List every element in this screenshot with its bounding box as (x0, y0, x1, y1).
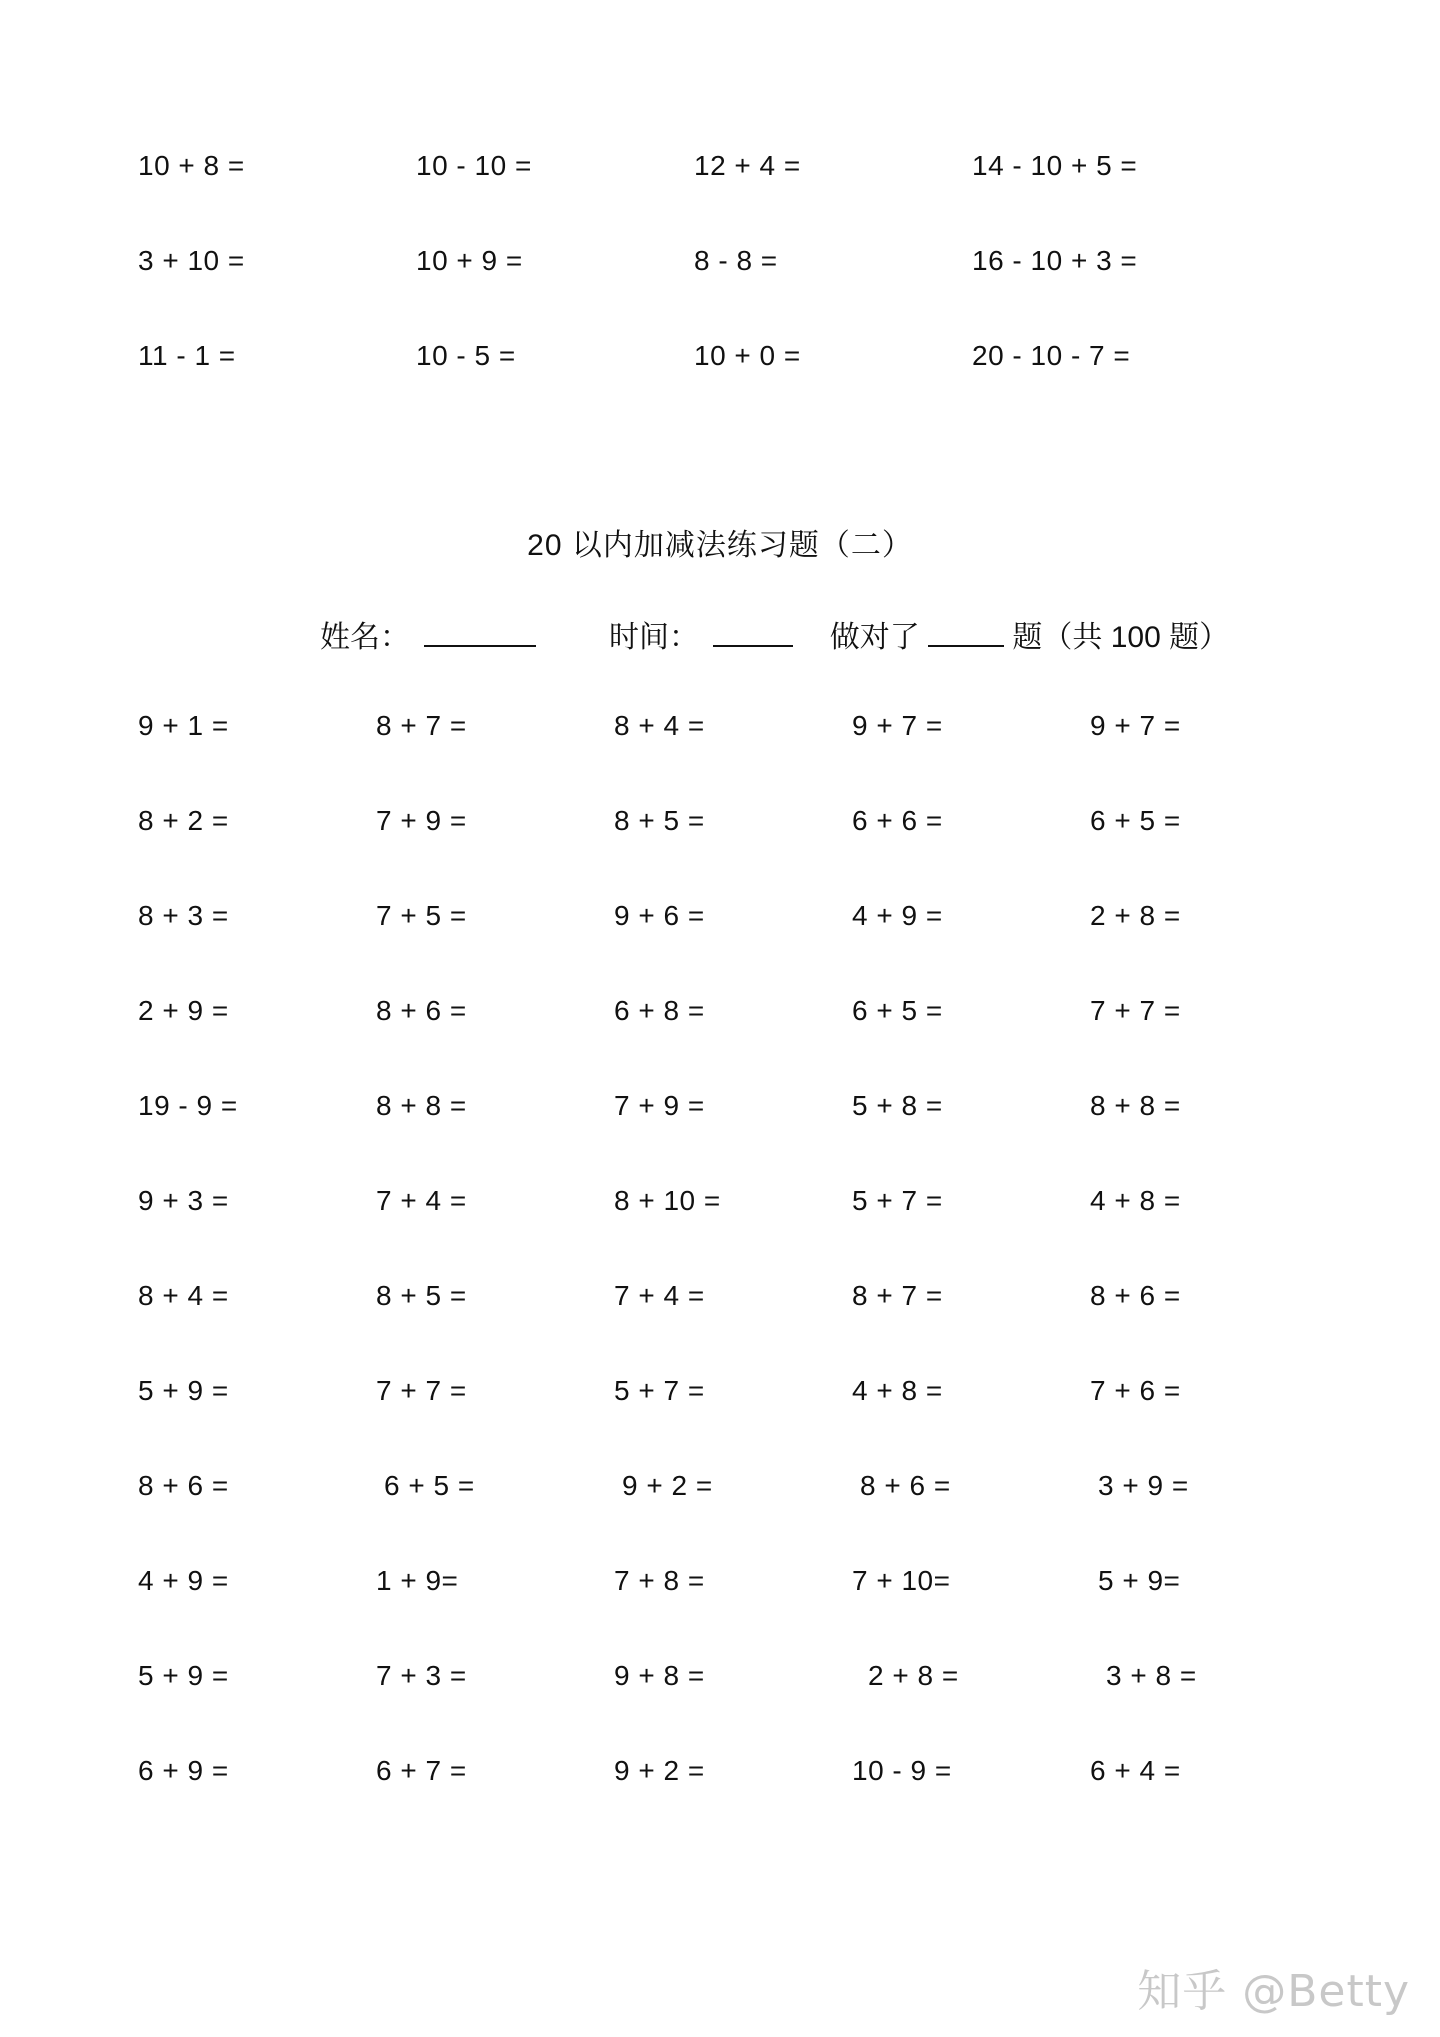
problem: 5 + 7 = (614, 1375, 705, 1406)
name-blank[interactable] (424, 619, 536, 647)
problem: 8 + 5 = (614, 805, 705, 836)
problem: 1 + 9= (376, 1565, 459, 1596)
correct-count-blank[interactable] (928, 619, 1004, 647)
problem: 8 - 8 = (694, 245, 778, 276)
problem: 16 - 10 + 3 = (972, 245, 1138, 276)
problem: 7 + 10= (852, 1565, 951, 1596)
problem: 9 + 2 = (614, 1755, 705, 1786)
problem: 9 + 7 = (852, 710, 943, 741)
problem: 12 + 4 = (694, 150, 801, 181)
problem: 4 + 8 = (852, 1375, 943, 1406)
problem: 6 + 5 = (1090, 805, 1181, 836)
problem: 9 + 1 = (138, 710, 229, 741)
problem: 9 + 7 = (1090, 710, 1181, 741)
problem: 10 + 9 = (416, 245, 523, 276)
problem: 8 + 3 = (138, 900, 229, 931)
problem: 6 + 8 = (614, 995, 705, 1026)
total-label: 题（共 100 题） (1012, 621, 1230, 654)
problem: 8 + 8 = (1090, 1090, 1181, 1121)
time-label: 时间： (609, 621, 700, 654)
problem: 6 + 7 = (376, 1755, 467, 1786)
problem: 3 + 9 = (1098, 1470, 1189, 1501)
problem: 7 + 7 = (376, 1375, 467, 1406)
problem: 8 + 7 = (376, 710, 467, 741)
problem: 3 + 8 = (1106, 1660, 1197, 1691)
problem: 9 + 3 = (138, 1185, 229, 1216)
problem: 7 + 4 = (376, 1185, 467, 1216)
problem: 5 + 9= (1098, 1565, 1181, 1596)
problem: 5 + 9 = (138, 1660, 229, 1691)
problem: 2 + 9 = (138, 995, 229, 1026)
problem: 8 + 5 = (376, 1280, 467, 1311)
time-blank[interactable] (713, 619, 793, 647)
problem: 10 - 9 = (852, 1755, 952, 1786)
problem: 10 - 10 = (416, 150, 532, 181)
problem: 7 + 9 = (614, 1090, 705, 1121)
problem: 7 + 6 = (1090, 1375, 1181, 1406)
watermark: 知乎 @Betty (1137, 1966, 1410, 2017)
problem: 8 + 6 = (138, 1470, 229, 1501)
problem: 4 + 9 = (138, 1565, 229, 1596)
problem: 10 + 8 = (138, 150, 245, 181)
name-label: 姓名： (320, 621, 410, 654)
problem: 14 - 10 + 5 = (972, 150, 1138, 181)
problem: 2 + 8 = (1090, 900, 1181, 931)
student-info-line (320, 612, 1229, 656)
problem: 6 + 4 = (1090, 1755, 1181, 1786)
problem: 6 + 5 = (384, 1470, 475, 1501)
problem: 4 + 8 = (1090, 1185, 1181, 1216)
problem: 11 - 1 = (138, 340, 236, 371)
problem: 6 + 9 = (138, 1755, 229, 1786)
problem: 7 + 4 = (614, 1280, 705, 1311)
problem: 8 + 8 = (376, 1090, 467, 1121)
problem: 3 + 10 = (138, 245, 245, 276)
problem: 6 + 6 = (852, 805, 943, 836)
problem: 10 + 0 = (694, 340, 801, 371)
problem: 4 + 9 = (852, 900, 943, 931)
problem: 8 + 4 = (138, 1280, 229, 1311)
worksheet-title: 20 以内加减法练习题（二） (527, 529, 913, 562)
problem: 7 + 9 = (376, 805, 467, 836)
problem: 8 + 6 = (376, 995, 467, 1026)
problem: 7 + 5 = (376, 900, 467, 931)
problem: 10 - 5 = (416, 340, 516, 371)
problem: 8 + 2 = (138, 805, 229, 836)
problem: 2 + 8 = (868, 1660, 959, 1691)
problem: 5 + 9 = (138, 1375, 229, 1406)
problem: 7 + 3 = (376, 1660, 467, 1691)
problem: 19 - 9 = (138, 1090, 238, 1121)
problem: 8 + 6 = (860, 1470, 951, 1501)
problem: 6 + 5 = (852, 995, 943, 1026)
problem: 5 + 8 = (852, 1090, 943, 1121)
correct-label: 做对了 (829, 621, 920, 654)
problem: 5 + 7 = (852, 1185, 943, 1216)
problem: 8 + 4 = (614, 710, 705, 741)
problem: 9 + 2 = (622, 1470, 713, 1501)
problem: 9 + 8 = (614, 1660, 705, 1691)
problem: 9 + 6 = (614, 900, 705, 931)
problem: 7 + 8 = (614, 1565, 705, 1596)
problem: 8 + 7 = (852, 1280, 943, 1311)
problem: 20 - 10 - 7 = (972, 340, 1131, 371)
problem: 8 + 6 = (1090, 1280, 1181, 1311)
problem: 7 + 7 = (1090, 995, 1181, 1026)
problem: 8 + 10 = (614, 1185, 721, 1216)
